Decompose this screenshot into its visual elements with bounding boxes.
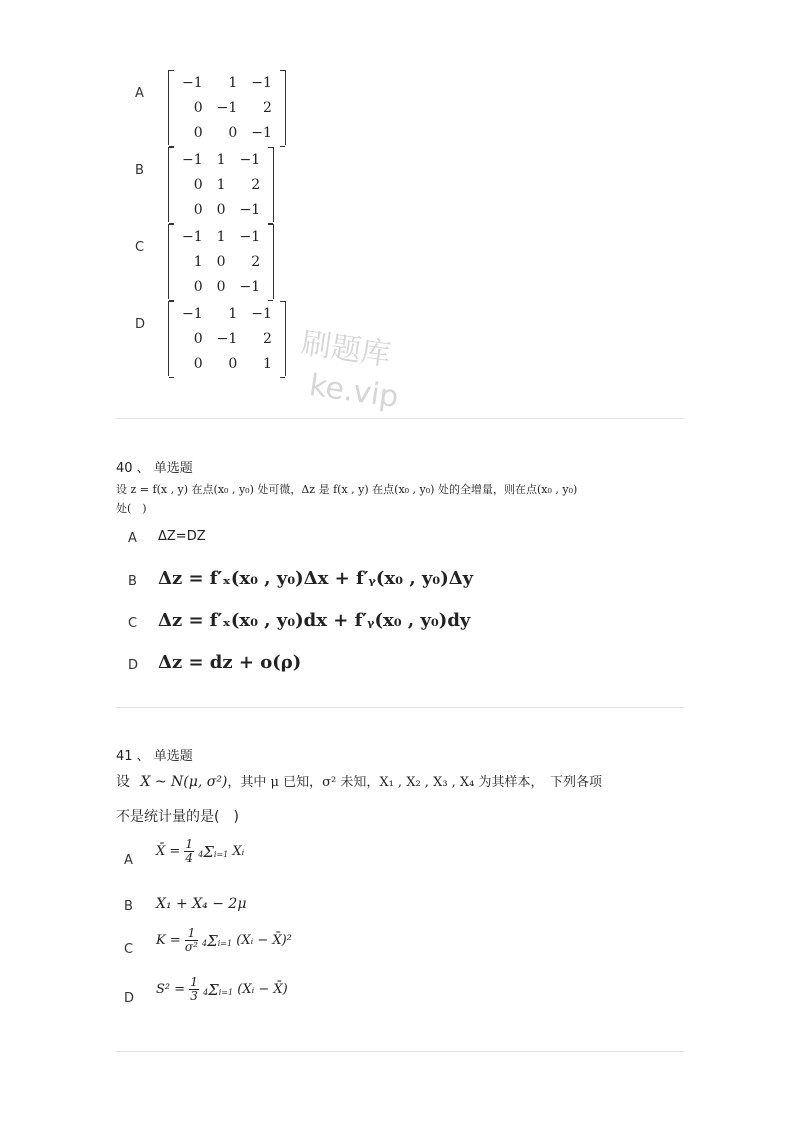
matrix-b: [168, 147, 274, 222]
question-divider: [116, 707, 684, 708]
question-stem-line2: 处( ): [116, 502, 147, 515]
question-header: 40 、 单选题: [116, 461, 193, 476]
matrix-cell: 0: [216, 201, 226, 218]
matrix-cell: 0: [228, 355, 238, 372]
fraction-denominator: σ²: [184, 940, 198, 954]
sum-upper: 4: [203, 987, 209, 997]
sum-lower: i=1: [213, 849, 229, 859]
matrix-cell: 1: [216, 151, 226, 168]
option-label: D: [128, 658, 139, 673]
matrix-cell: −1: [251, 74, 272, 91]
formula-lhs: X̄ =: [156, 844, 181, 859]
option-label: A: [124, 853, 133, 868]
matrix-cell: 1: [193, 253, 203, 270]
option-label: C: [128, 616, 138, 631]
sum-lower: i=1: [217, 938, 233, 948]
matrix-cell: 0: [216, 253, 226, 270]
fraction-denominator: 3: [190, 989, 198, 1003]
stem-distribution: X ~ N(μ, σ²): [140, 774, 228, 790]
matrix-a: [168, 70, 286, 145]
formula-lhs: K =: [156, 933, 181, 948]
option-label: C: [124, 942, 134, 957]
matrix-c: [168, 224, 274, 299]
sum-upper: 4: [202, 938, 208, 948]
sigma-icon: Σ: [203, 842, 214, 861]
matrix-cell: −1: [251, 124, 272, 141]
option-label: D: [124, 991, 135, 1006]
question-header: 41 、 单选题: [116, 749, 193, 764]
option-label: A: [128, 531, 137, 546]
matrix-cell: −1: [216, 330, 238, 347]
matrix-cell: 1: [216, 176, 226, 193]
question-stem: 设 z = f(x , y) 在点(x₀ , y₀) 处可微，Δz 是 f(x , y) 在点(x₀ , y₀) 处的全增量，则在点(x₀ , y₀): [116, 483, 578, 496]
matrix-cell: 0: [193, 330, 203, 347]
question-stem: [116, 771, 602, 791]
matrix-cell: 1: [228, 305, 238, 322]
fraction-numerator: 1: [190, 975, 198, 989]
matrix-cell: −1: [239, 151, 261, 168]
matrix-cell: 0: [193, 278, 203, 295]
matrix-cell: 0: [193, 176, 203, 193]
matrix-cell: 0: [193, 201, 203, 218]
option-formula: Δz = dz + o(ρ): [158, 652, 302, 673]
matrix-cell: −1: [182, 151, 203, 168]
question-divider: [116, 1051, 684, 1052]
sum-upper: 4: [198, 849, 204, 859]
matrix-cell: −1: [239, 228, 261, 245]
option-label: A: [135, 86, 144, 101]
matrix-d: [168, 301, 286, 376]
watermark-line1: 刷题库: [299, 325, 394, 374]
option-formula: [156, 976, 288, 1003]
matrix-cell: −1: [251, 305, 272, 322]
matrix-cell: 1: [228, 74, 238, 91]
option-label: B: [128, 574, 137, 589]
matrix-cell: −1: [239, 278, 261, 295]
formula-rhs: (Xᵢ − X̄): [237, 982, 288, 997]
matrix-cell: −1: [182, 228, 203, 245]
question-stem-line2: 不是统计量的是( ): [116, 809, 239, 825]
option-formula: Δz = f′ₓ(x₀ , y₀)dx + f′ᵧ(x₀ , y₀)dy: [158, 610, 471, 631]
fraction-numerator: 1: [185, 927, 198, 941]
matrix-cell: 0: [193, 355, 203, 372]
matrix-cell: −1: [239, 201, 261, 218]
matrix-cell: 0: [228, 124, 238, 141]
stem-condition: ，其中 μ 已知，σ² 未知，X₁ , X₂ , X₃ , X₄ 为其样本， 下列各项: [227, 775, 603, 790]
matrix-cell: 2: [263, 330, 272, 347]
formula-lhs: S² =: [156, 982, 186, 997]
option-formula: Δz = f′ₓ(x₀ , y₀)Δx + f′ᵧ(x₀ , y₀)Δy: [158, 568, 474, 589]
fraction-numerator: 1: [185, 837, 194, 851]
matrix-cell: 2: [251, 253, 261, 270]
sigma-icon: Σ: [207, 931, 218, 950]
option-label: C: [135, 240, 145, 255]
option-label: B: [124, 899, 133, 914]
option-formula: [156, 927, 292, 954]
option-label: B: [135, 163, 144, 178]
formula-rhs: Xᵢ: [232, 844, 245, 859]
option-label: D: [135, 317, 146, 332]
sum-lower: i=1: [218, 987, 234, 997]
fraction-denominator: 4: [185, 851, 194, 865]
option-text: ΔZ=DZ: [158, 529, 206, 544]
matrix-cell: 1: [263, 355, 272, 372]
matrix-cell: −1: [182, 74, 203, 91]
option-formula: X₁ + X₄ − 2μ: [156, 896, 247, 912]
matrix-cell: −1: [182, 305, 203, 322]
matrix-cell: 0: [193, 99, 203, 116]
option-formula: [156, 838, 244, 865]
matrix-cell: −1: [216, 99, 238, 116]
matrix-cell: 2: [263, 99, 272, 116]
stem-prefix: 设: [116, 774, 130, 790]
question-divider: [116, 418, 684, 419]
matrix-cell: 0: [216, 278, 226, 295]
matrix-cell: 2: [251, 176, 261, 193]
watermark-line2: ke.vip: [307, 368, 401, 416]
matrix-cell: 1: [216, 228, 226, 245]
sigma-icon: Σ: [208, 980, 219, 999]
formula-rhs: (Xᵢ − X̄)²: [236, 933, 292, 948]
matrix-cell: 0: [193, 124, 203, 141]
